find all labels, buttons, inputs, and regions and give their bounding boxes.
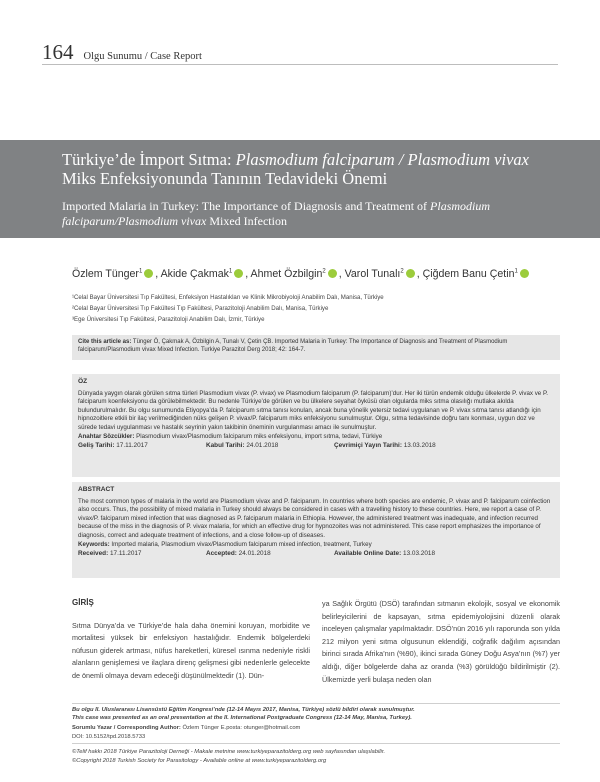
copyright-en: ©Copyright 2018 Turkish Society for Parasitology - Available online at www.turkiyeparazitolderg.org <box>72 758 327 764</box>
body-left-column <box>72 597 310 683</box>
orcid-icon[interactable] <box>144 269 153 278</box>
section-heading: GİRİŞ <box>72 598 94 607</box>
orcid-icon[interactable] <box>520 269 529 278</box>
turkish-abstract-box <box>72 374 560 477</box>
footer-divider <box>72 743 560 744</box>
author: Ahmet Özbilgin$^2$ , <box>250 268 345 280</box>
oz-dates: Geliş Tarihi: 17.11.2017 Kabul Tarihi: 24.01.2018 Çevrimiçi Yayın Tarihi: 13.03.2018 <box>78 442 436 450</box>
author: Akide Çakmak$^1$ , <box>160 268 251 280</box>
title-english: Imported Malaria in Turkey: The Importance of Diagnosis and Treatment of Plasmodium falciparum/Plasmodium vivax Mixed Infection <box>62 199 491 228</box>
author: Çiğdem Banu Çetin$^1$ <box>423 268 531 280</box>
title-turkish: Türkiye’de İmport Sıtma: Plasmodium falciparum / Plasmodium vivax Miks Enfeksiyonunda Tanının Tedavideki Önemi <box>62 150 529 188</box>
orcid-icon[interactable] <box>328 269 337 278</box>
corresponding-author: Sorumlu Yazar / Corresponding Author: Özlem Tünger E.posta: otunger@hotmail.com <box>72 725 301 731</box>
footer-divider <box>72 703 560 704</box>
abstract-keywords: Keywords: Imported malaria, Plasmodium vivax/Plasmodium falciparum mixed infection, treatment, Turkey <box>78 540 372 548</box>
author: Varol Tunalı$^2$ , <box>344 268 423 280</box>
header-divider <box>42 64 558 65</box>
presented-note-en: This case was presented as an oral presentation at the II. International Postgraduate Congress (12-14 May, Manisa, Turkey). <box>72 715 412 721</box>
body-right-column <box>322 598 560 686</box>
oz-text: Dünyada yaygın olarak görülen sıtma türleri Plasmodium vivax (P. vivax) ve Plasmodium falciparum (P. falciparum)’dur. Her iki türün endemik olduğu ülkelerde P. vivax ve P. falciparum koenfeksiyonu da görülebilmektedir. Bu nedenle Türkiye’de görülen ve bu ülkelere seyahat öyküsü olan olgularda miks sıtma olasılığı mutlaka akılda bulundurulmalıdır. Bu olgu sunumunda Etiyopya’da P. falciparum sıtma tanısı konulan, ancak buna yönelik yetersiz tedavi uygulanan ve P. vivax sıtma tanısı atlandığı için hipnozoitlere etkili bir ilaç verilmediğinden nüks gelişen P. vivax/P. falciparum miks enfeksiyonu sunulmuştur. Olgu, sıtma tedavisinde doğru tanı konması, uygun doz ve sürede tedavi uygulanması ve hastalık seyrinin yakın takibinin öneminin vurgulanması amacı ile sunulmuştur. <box>78 389 548 431</box>
affiliation: ²Celal Bayar Üniversitesi Tıp Fakültesi Tıp Fakültesi, Parazitoloji Anabilim Dalı, Manisa, Türkiye <box>72 305 329 312</box>
orcid-icon[interactable] <box>234 269 243 278</box>
english-abstract-box <box>72 482 560 578</box>
author-list <box>72 268 572 280</box>
body-paragraph: Sıtma Dünya’da ve Türkiye’de hala daha önemini koruyan, morbidite ve mortalitesi yüksek bir enfeksiyon hastalığıdır. Endemik bölgelerdeki nüfusun giderek artması, nüfus hareketleri, küresel ısınma nedeniyle riskli alanların genişlemesi ve ilaçlara direnç gelişmesi gibi nedenlerle gelecekte de önemli olmaya devam edeceği düşünülmektedir (1). Dün- <box>72 620 310 680</box>
doi: DOI: 10.5152/tpd.2018.5733 <box>72 734 146 740</box>
abstract-heading: ABSTRACT <box>78 486 115 493</box>
running-head <box>42 40 202 65</box>
oz-heading: ÖZ <box>78 378 88 385</box>
abstract-text: The most common types of malaria in the world are Plasmodium vivax and P. falciparum. In countries where both species are endemic, P. vivax and P. falciparum coinfection also occurs. Thus, the possibility of mixed malaria in Turkey should always be considered in cases with a travelling history to these countries. Here, we report a case of P. vivax/P. falciparum mixed infection that was diagnosed as P. falciparum malaria in Ethiopia. However, the administered treatment was inadequate, and infection recurred because of the miss in the diagnosis of P. vivax malaria, for which an effective drug for hypnozoites was not administered. This case report emphasizes the importance of diagnosis, correct and adequate treatment of infections, and a close follow-up of diseases. <box>78 497 551 539</box>
page-number: 164 <box>42 40 74 64</box>
copyright-tr: ©Telif hakkı 2018 Türkiye Parazitoloji Derneği - Makale metnine www.turkiyeparazitolderg.org web sayfasından ulaşılabilir. <box>72 749 386 755</box>
section-label: Olgu Sunumu / Case Report <box>83 51 202 62</box>
orcid-icon[interactable] <box>406 269 415 278</box>
abstract-dates: Received: 17.11.2017 Accepted: 24.01.2018 Available Online Date: 13.03.2018 <box>78 550 436 558</box>
author: Özlem Tünger$^1$ , <box>72 268 161 280</box>
affiliation: ³Ege Üniversitesi Tıp Fakültesi, Parazitoloji Anabilim Dalı, İzmir, Türkiye <box>72 316 265 323</box>
citation-box: Cite this article as: Tünger Ö, Çakmak A, Özbilgin A, Tunalı V, Çetin ÇB. Imported Malaria in Turkey: The Importance of Diagnosis and Treatment of Plasmodium falciparum/Plasmodium vivax Mixed Infection. Turkiye Parazitol Derg 2018; 42: 164-7. <box>72 335 560 360</box>
body-paragraph: ya Sağlık Örgütü (DSÖ) tarafından sıtmanın ekolojik, sosyal ve ekonomik belirleyicilerini de kapsayan, sıtma epidemiyolojisini düzenli olarak inceleyen çalışmalar yapılmaktadır. DSÖ’nün 2016 yılı raporunda son yılda 212 milyon yeni sıtma olgusunun eklendiği, coğrafik dağılım açısından birinci sırada Afrika’nın (%90), ikinci sırada Güney Doğu Asya’nın (%7) yer aldığı, diğer bölgelerde daha az oranda (%3) görüldüğü bildirilmiştir (2). Ülkemizde yerli bulaşa neden olan <box>322 599 560 684</box>
affiliation: ¹Celal Bayar Üniversitesi Tıp Fakültesi, Enfeksiyon Hastalıkları ve Klinik Mikrobiyoloji Anabilim Dalı, Manisa, Türkiye <box>72 294 384 301</box>
oz-keywords: Anahtar Sözcükler: Plasmodium vivax/Plasmodium falciparum miks enfeksiyonu, import sıtma, tedavi, Türkiye <box>78 432 383 440</box>
presented-note-tr: Bu olgu II. Uluslararası Lisansüstü Eğitim Kongresi’nde (12-14 Mayıs 2017, Manisa, Türkiye) sözlü bildiri olarak sunulmuştur. <box>72 707 415 713</box>
